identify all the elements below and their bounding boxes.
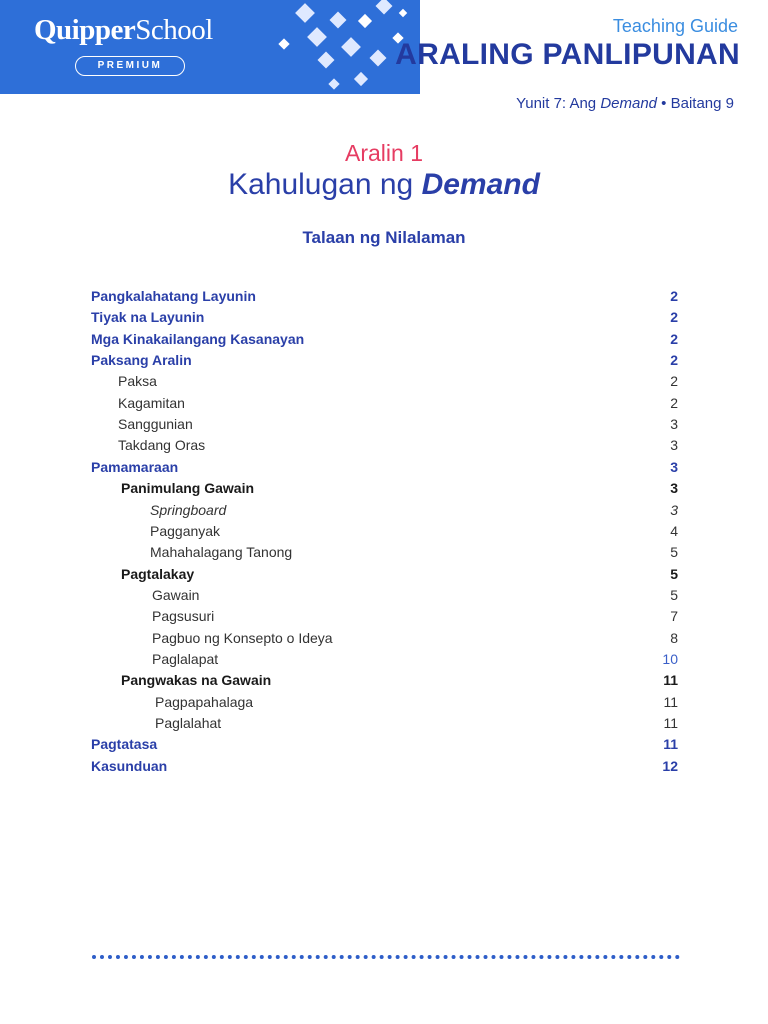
toc-entry-page: 2 [670, 394, 678, 411]
toc-entry-page: 3 [670, 437, 678, 454]
toc-entry[interactable] [0, 566, 768, 586]
toc-entry-label: Paksa [118, 373, 157, 390]
toc-entry-page: 3 [670, 501, 678, 518]
toc-entry-page: 2 [670, 330, 678, 347]
toc-entry-label: Paksang Aralin [91, 352, 192, 369]
toc-entry-page: 2 [670, 309, 678, 326]
toc-entry[interactable] [0, 373, 768, 393]
toc-entry-page: 3 [670, 480, 678, 497]
toc-entry-page: 11 [663, 736, 678, 753]
toc-entry-page: 2 [670, 352, 678, 369]
toc-entry-label: Pagtalakay [121, 565, 195, 582]
toc-entry-page: 12 [662, 757, 678, 774]
toc-entry[interactable] [0, 309, 768, 329]
toc-entry-label: Springboard [150, 501, 227, 518]
toc-entry-label: Sanggunian [118, 416, 193, 433]
premium-badge: PREMIUM [75, 56, 185, 76]
lesson-title: Kahulugan ng Demand [228, 168, 540, 201]
toc-entry-page: 4 [670, 522, 678, 539]
toc-entry-label: Pangkalahatang Layunin [91, 288, 256, 304]
toc-entry-label: Pagsusuri [152, 608, 215, 625]
toc-entry-label: Pagganyak [150, 522, 221, 539]
toc-entry[interactable] [0, 587, 768, 607]
toc-entry-label: Kasunduan [91, 757, 168, 774]
toc-entry-label: Mga Kinakailangang Kasanayan [91, 330, 305, 347]
toc-entry-label: Pangwakas na Gawain [121, 672, 272, 689]
toc-entry-label: Paglalapat [152, 650, 219, 667]
toc-entry[interactable] [0, 715, 768, 735]
toc-entry-page: 3 [670, 458, 678, 475]
toc-entry-page: 2 [670, 288, 678, 304]
toc-entry[interactable] [0, 630, 768, 650]
toc-entry[interactable] [0, 523, 768, 543]
toc-entry-page: 5 [670, 586, 678, 603]
toc-entry-page: 10 [662, 650, 678, 667]
toc-entry-label: Tiyak na Layunin [91, 309, 205, 326]
toc-entry-label: Takdang Oras [118, 437, 206, 454]
toc-entry[interactable] [0, 352, 768, 372]
toc-entry-page: 11 [663, 693, 678, 710]
toc-entry-label: Pagtatasa [91, 736, 158, 753]
toc-entry[interactable] [0, 331, 768, 351]
toc-entry-page: 11 [663, 672, 678, 689]
toc-entry[interactable] [0, 651, 768, 671]
toc-entry-page: 3 [670, 416, 678, 433]
toc-entry[interactable] [0, 544, 768, 564]
toc-entry[interactable] [0, 459, 768, 479]
subject-title: ARALING PANLIPUNAN [395, 38, 740, 71]
toc-entry[interactable] [0, 736, 768, 756]
toc-entry[interactable] [0, 288, 768, 308]
toc-entry-page: 11 [663, 715, 678, 731]
toc-entry-label: Paglalahat [155, 715, 222, 731]
toc-entry[interactable] [0, 694, 768, 714]
page-header [0, 0, 768, 94]
toc-entry-label: Pamamaraan [91, 458, 179, 475]
toc-entry[interactable] [0, 608, 768, 628]
toc-entry[interactable] [0, 480, 768, 500]
unit-subtitle: Yunit 7: Ang Demand • Baitang 9 [516, 95, 734, 112]
toc-entry-page: 2 [670, 373, 678, 390]
toc-entry-page: 7 [670, 608, 678, 625]
toc-entry-page: 5 [670, 565, 678, 582]
teaching-guide-label: Teaching Guide [612, 16, 738, 36]
toc-entry-label: Kagamitan [118, 394, 185, 411]
toc-entry[interactable] [0, 395, 768, 415]
brand-logo: QuipperSchool [34, 14, 213, 46]
toc-heading: Talaan ng Nilalaman [302, 228, 466, 247]
toc-entry[interactable] [0, 502, 768, 522]
toc-entry-page: 8 [670, 629, 678, 646]
toc-entry[interactable] [0, 416, 768, 436]
lesson-number: Aralin 1 [345, 140, 423, 166]
toc-entry-label: Pagbuo ng Konsepto o Ideya [152, 629, 333, 646]
toc-entry[interactable] [0, 437, 768, 457]
footer-dotted-divider [92, 955, 680, 965]
toc-entry[interactable] [0, 758, 768, 778]
toc-entry-label: Gawain [152, 586, 200, 603]
toc-entry-page: 5 [670, 544, 678, 561]
toc-entry[interactable] [0, 672, 768, 692]
toc-entry-label: Pagpapahalaga [155, 693, 254, 710]
toc-entry-label: Mahahalagang Tanong [150, 544, 293, 561]
toc-entry-label: Panimulang Gawain [121, 480, 255, 497]
